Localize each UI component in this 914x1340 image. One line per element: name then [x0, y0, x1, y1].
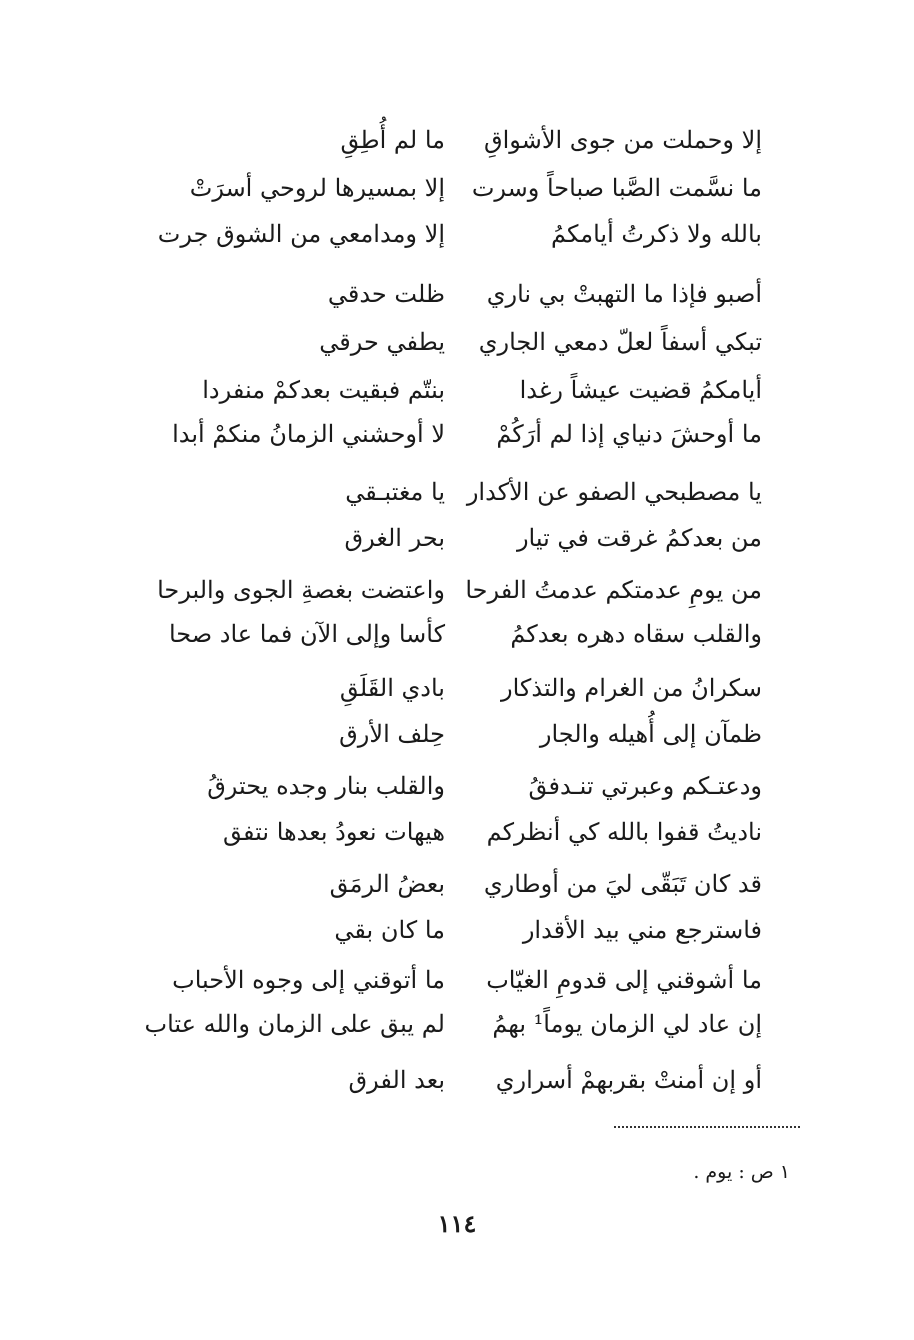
second-hemistich: بعد الفرق [348, 1066, 445, 1094]
verse [0, 214, 914, 254]
verse [0, 472, 914, 512]
second-hemistich: كأسا وإلى الآن فما عاد صحا [168, 620, 445, 648]
second-hemistich: يا مغتبـقي [345, 478, 445, 506]
second-hemistich: ما لم أُطِقِ [340, 126, 445, 154]
first-hemistich: ما نسَّمت الصَّبا صباحاً وسرت [471, 174, 762, 202]
first-hemistich: بالله ولا ذكرتُ أيامكمُ [551, 220, 762, 248]
second-hemistich: واعتضت بغصةِ الجوى والبرحا [157, 576, 445, 604]
second-hemistich: بعضُ الرمَق [329, 870, 445, 898]
verse [0, 120, 914, 160]
second-hemistich: لا أوحشني الزمانُ منكمْ أبدا [172, 420, 445, 448]
verse [0, 518, 914, 558]
second-hemistich: بنتّم فبقيت بعدكمْ منفردا [202, 376, 445, 404]
verse [0, 714, 914, 754]
first-hemistich: تبكي أسفاً لعلّ دمعي الجاري [478, 328, 762, 356]
first-hemistich: ما أوحشَ دنياي إذا لم أرَكُمْ [496, 420, 762, 448]
second-hemistich: والقلب بنار وجده يحترقُ [207, 772, 445, 800]
verse [0, 614, 914, 654]
verse [0, 910, 914, 950]
first-hemistich: إن عاد لي الزمان يوماً¹ بهمُ [492, 1010, 762, 1038]
first-hemistich: من يومِ عدمتكم عدمتُ الفرحا [465, 576, 762, 604]
verse [0, 322, 914, 362]
second-hemistich: إلا بمسيرها لروحي أسرَتْ [189, 174, 445, 202]
second-hemistich: حِلف الأرق [339, 720, 445, 748]
verse [0, 274, 914, 314]
verse [0, 570, 914, 610]
verse [0, 168, 914, 208]
second-hemistich: هيهات نعودُ بعدها نتفق [223, 818, 445, 846]
footnote: ١ ص : يوم . [693, 1161, 790, 1183]
verse [0, 960, 914, 1000]
second-hemistich: ظلت حدقي [327, 280, 445, 308]
verse [0, 864, 914, 904]
first-hemistich: ناديتُ قفوا بالله كي أنظركم [486, 818, 762, 846]
verse [0, 370, 914, 410]
first-hemistich: يا مصطبحي الصفو عن الأكدار [466, 478, 762, 506]
second-hemistich: ما كان بقي [334, 916, 445, 944]
verse [0, 766, 914, 806]
first-hemistich: سكرانُ من الغرام والتذكار [501, 674, 762, 702]
second-hemistich: بادي القَلَقِ [339, 674, 445, 702]
first-hemistich: والقلب سقاه دهره بعدكمُ [510, 620, 762, 648]
second-hemistich: ما أتوقني إلى وجوه الأحباب [172, 966, 445, 994]
first-hemistich: ما أشوقني إلى قدومِ الغيّاب [486, 966, 762, 994]
verse [0, 1060, 914, 1100]
verse [0, 668, 914, 708]
first-hemistich: فاسترجع مني بيد الأقدار [522, 916, 762, 944]
verse [0, 1004, 914, 1044]
first-hemistich: أو إن أمنتْ بقربهمْ أسراري [495, 1066, 762, 1094]
verse [0, 812, 914, 852]
second-hemistich: يطفي حرقي [319, 328, 445, 356]
second-hemistich: بحر الغرق [344, 524, 445, 552]
first-hemistich: أيامكمُ قضيت عيشاً رغدا [519, 376, 762, 404]
first-hemistich: ودعتـكم وعبرتي تنـدفقُ [528, 772, 762, 800]
first-hemistich: قد كان تَبَقّى ليَ من أوطاري [483, 870, 762, 898]
verse [0, 414, 914, 454]
second-hemistich: إلا ومدامعي من الشوق جرت [157, 220, 445, 248]
footnote-divider [614, 1126, 800, 1128]
page-number: ١١٤ [437, 1209, 477, 1238]
first-hemistich: أصبو فإذا ما التهبتْ بي ناري [486, 280, 762, 308]
second-hemistich: لم يبق على الزمان والله عتاب [144, 1010, 445, 1038]
first-hemistich: ظمآن إلى أُهيله والجار [539, 720, 762, 748]
first-hemistich: من بعدكمُ غرقت في تيار [516, 524, 762, 552]
first-hemistich: إلا وحملت من جوى الأشواقِ [484, 126, 762, 154]
